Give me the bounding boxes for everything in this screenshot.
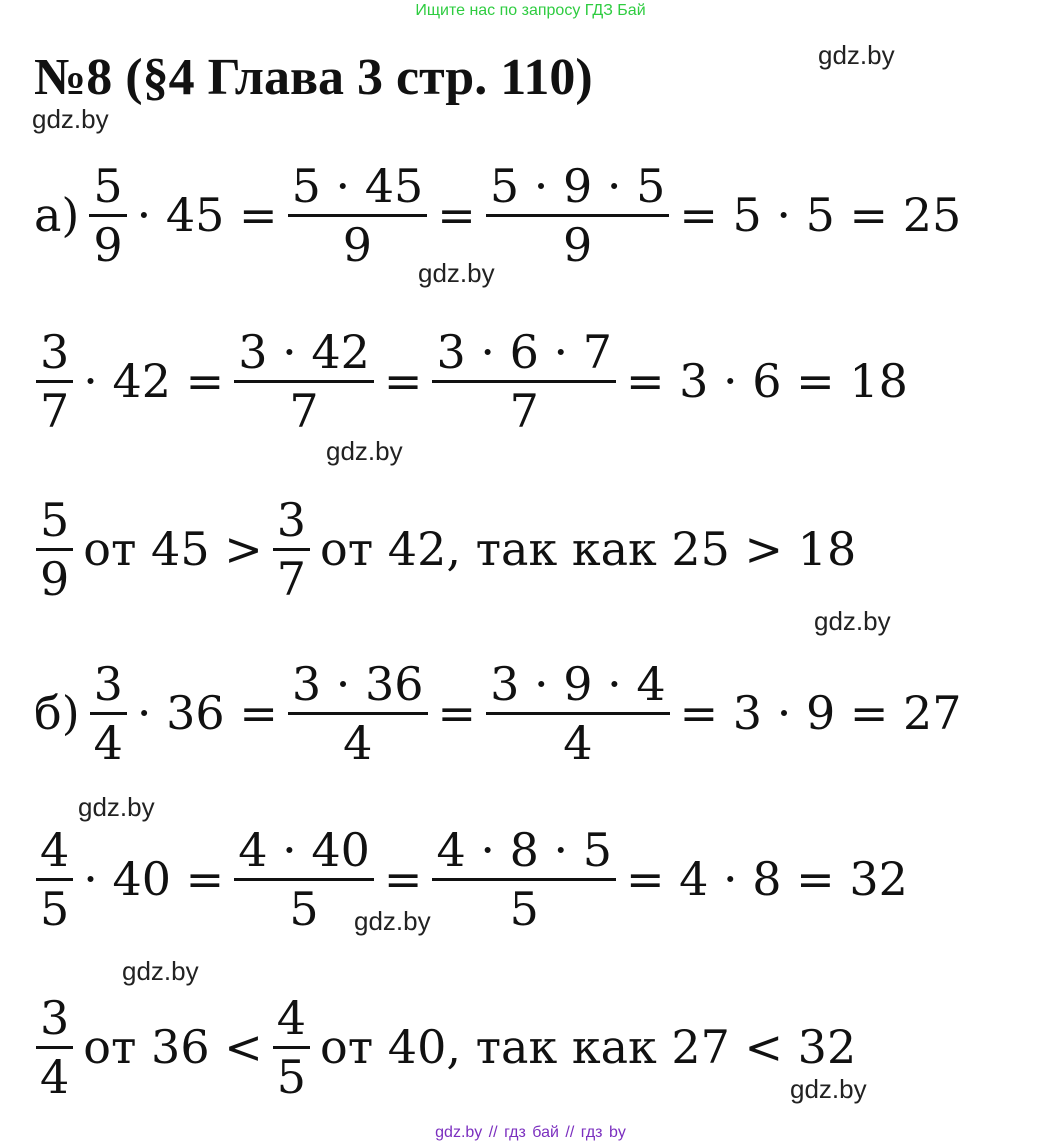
fraction bbox=[432, 324, 616, 439]
fraction bbox=[36, 822, 73, 937]
numerator: 5 bbox=[40, 492, 70, 547]
fraction bbox=[486, 158, 670, 273]
watermark: gdz.by bbox=[790, 1074, 867, 1104]
expression: = 5 · 5 = 25 bbox=[679, 188, 962, 242]
expression: от 40, так как 27 < 32 bbox=[320, 1020, 857, 1074]
numerator: 4 bbox=[40, 822, 70, 877]
expression: · 40 = bbox=[83, 852, 225, 906]
denominator: 9 bbox=[93, 217, 123, 272]
denominator: 9 bbox=[40, 551, 70, 606]
numerator: 3 bbox=[93, 656, 123, 711]
denominator: 7 bbox=[40, 383, 70, 438]
denominator: 4 bbox=[343, 715, 373, 770]
expression: = 3 · 9 = 27 bbox=[679, 686, 962, 740]
denominator: 5 bbox=[276, 1049, 307, 1104]
expression: = bbox=[383, 852, 423, 906]
comparison-b bbox=[30, 982, 860, 1112]
denominator: 4 bbox=[93, 715, 123, 770]
fraction bbox=[36, 990, 73, 1105]
numerator: 3 bbox=[276, 492, 307, 547]
expression: от 42, так как 25 > 18 bbox=[320, 522, 857, 576]
numerator: 5 bbox=[93, 158, 123, 213]
fraction bbox=[89, 158, 126, 273]
expression: = bbox=[437, 686, 477, 740]
numerator: 4 · 8 · 5 bbox=[436, 822, 612, 877]
fraction bbox=[234, 822, 374, 937]
watermark: gdz.by bbox=[814, 606, 891, 636]
expression: = bbox=[383, 354, 423, 408]
denominator: 5 bbox=[289, 881, 319, 936]
fraction bbox=[288, 656, 428, 771]
numerator: 3 bbox=[40, 990, 70, 1045]
denominator: 4 bbox=[563, 715, 593, 770]
watermark: gdz.by bbox=[78, 792, 155, 822]
numerator: 3 · 42 bbox=[238, 324, 370, 379]
expression: · 42 = bbox=[83, 354, 225, 408]
fraction bbox=[273, 492, 310, 607]
watermark: gdz.by bbox=[418, 258, 495, 288]
fraction bbox=[36, 492, 73, 607]
comparison-a bbox=[30, 484, 860, 614]
denominator: 9 bbox=[562, 217, 593, 272]
numerator: 3 · 9 · 4 bbox=[490, 656, 666, 711]
equation-b2 bbox=[30, 814, 912, 944]
expression: = bbox=[437, 188, 476, 242]
numerator: 4 · 40 bbox=[238, 822, 370, 877]
denominator: 4 bbox=[40, 1049, 70, 1104]
watermark: gdz.by bbox=[354, 906, 431, 936]
fraction bbox=[36, 324, 73, 439]
equation-a1 bbox=[30, 150, 965, 280]
part-label: а) bbox=[34, 188, 80, 242]
fraction bbox=[90, 656, 127, 771]
numerator: 4 bbox=[276, 990, 307, 1045]
equation-a2 bbox=[30, 316, 912, 446]
expression: от 36 < bbox=[83, 1020, 263, 1074]
expression: · 36 = bbox=[136, 686, 278, 740]
watermark: gdz.by bbox=[32, 104, 109, 134]
numerator: 3 · 36 bbox=[291, 656, 424, 711]
equation-b1 bbox=[30, 648, 966, 778]
expression: = 3 · 6 = 18 bbox=[626, 354, 908, 408]
watermark: gdz.by bbox=[818, 40, 895, 70]
page-title: №8 (§4 Глава 3 стр. 110) bbox=[34, 49, 593, 106]
fraction bbox=[486, 656, 670, 771]
footer-links[interactable]: gdz.by // гдз бай // гдз by bbox=[435, 1124, 626, 1141]
numerator: 5 · 45 bbox=[291, 158, 424, 213]
expression: · 45 = bbox=[136, 188, 278, 242]
expression: от 45 > bbox=[83, 522, 263, 576]
watermark: gdz.by bbox=[122, 956, 199, 986]
denominator: 5 bbox=[509, 881, 539, 936]
denominator: 9 bbox=[342, 217, 373, 272]
fraction bbox=[288, 158, 428, 273]
numerator: 3 bbox=[40, 324, 70, 379]
numerator: 5 · 9 · 5 bbox=[489, 158, 666, 213]
part-label: б) bbox=[34, 686, 80, 740]
fraction bbox=[432, 822, 616, 937]
watermark: gdz.by bbox=[326, 436, 403, 466]
expression: = 4 · 8 = 32 bbox=[626, 852, 908, 906]
denominator: 5 bbox=[40, 881, 70, 936]
top-banner[interactable]: Ищите нас по запросу ГДЗ Бай bbox=[415, 2, 646, 19]
denominator: 7 bbox=[289, 383, 319, 438]
denominator: 7 bbox=[276, 551, 307, 606]
fraction bbox=[273, 990, 310, 1105]
denominator: 7 bbox=[509, 383, 539, 438]
numerator: 3 · 6 · 7 bbox=[436, 324, 612, 379]
fraction bbox=[234, 324, 374, 439]
